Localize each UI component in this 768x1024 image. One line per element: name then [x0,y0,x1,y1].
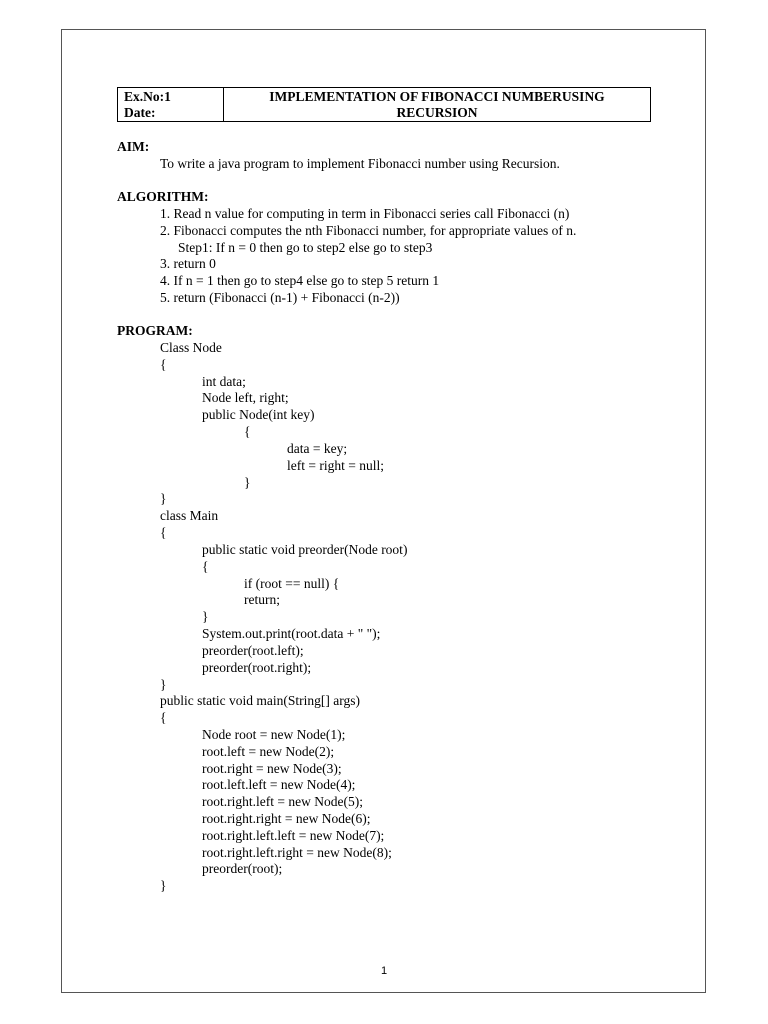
code-line: root.right.right = new Node(6); [202,811,371,826]
algorithm-step: 5. return (Fibonacci (n-1) + Fibonacci (n-2)) [160,290,400,305]
code-line: root.left = new Node(2); [202,744,335,759]
code-line: class Main [160,508,219,523]
title-line-1: IMPLEMENTATION OF FIBONACCI NUMBERUSING [269,89,605,104]
code-line: left = right = null; [287,458,384,473]
code-line: public static void main(String[] args) [160,693,360,708]
code-line: } [202,609,209,624]
header-left-cell [118,88,224,121]
code-line: public Node(int key) [202,407,315,422]
algorithm-step: 2. Fibonacci computes the nth Fibonacci number, for appropriate values of n. [160,223,577,238]
algorithm-step: 3. return 0 [160,256,216,271]
code-line: data = key; [287,441,348,456]
exercise-header-table [117,87,651,122]
algorithm-step: 1. Read n value for computing in term in Fibonacci series call Fibonacci (n) [160,206,570,221]
header-title-cell [224,88,650,121]
code-line: } [160,677,167,692]
title-line-2: RECURSION [396,105,478,120]
code-line: root.right = new Node(3); [202,761,342,776]
code-line: { [202,559,209,574]
algorithm-step: Step1: If n = 0 then go to step2 else go to step3 [178,240,433,255]
code-line: { [244,424,251,439]
code-line: root.left.left = new Node(4); [202,777,356,792]
code-line: preorder(root.right); [202,660,312,675]
code-line: preorder(root); [202,861,283,876]
code-line: Class Node [160,340,222,355]
exercise-number: Ex.No:1 [124,89,171,104]
page-number: 1 [380,965,388,977]
code-line: preorder(root.left); [202,643,304,658]
code-line: root.right.left = new Node(5); [202,794,363,809]
code-line: root.right.left.left = new Node(7); [202,828,385,843]
aim-text: To write a java program to implement Fibonacci number using Recursion. [160,156,560,171]
code-line: return; [244,592,280,607]
code-line: { [160,525,167,540]
code-line: Node root = new Node(1); [202,727,346,742]
algorithm-heading: ALGORITHM: [117,189,209,204]
code-line: Node left, right; [202,390,289,405]
code-line: { [160,710,167,725]
code-line: } [160,878,167,893]
exercise-date: Date: [124,105,156,120]
code-line: public static void preorder(Node root) [202,542,408,557]
aim-heading: AIM: [117,139,150,154]
code-line: if (root == null) { [244,576,340,591]
code-line: } [244,475,251,490]
code-line: int data; [202,374,246,389]
code-line: System.out.print(root.data + " "); [202,626,381,641]
code-line: root.right.left.right = new Node(8); [202,845,392,860]
algorithm-step: 4. If n = 1 then go to step4 else go to step 5 return 1 [160,273,440,288]
code-line: { [160,357,167,372]
program-heading: PROGRAM: [117,323,193,338]
code-line: } [160,491,167,506]
